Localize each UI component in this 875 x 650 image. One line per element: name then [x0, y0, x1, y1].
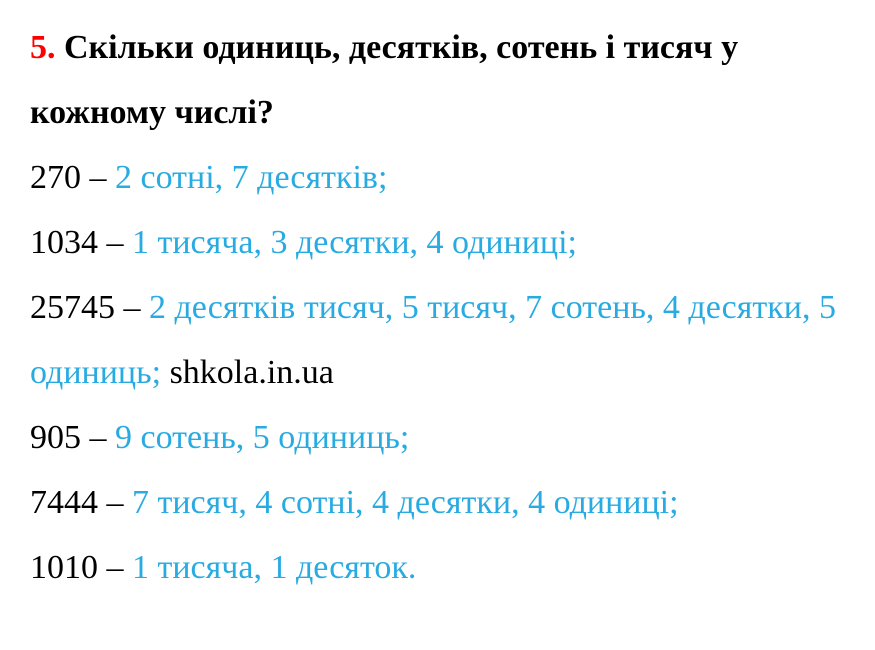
item-number: 1010 –: [30, 549, 124, 586]
item-number: 270 –: [30, 159, 107, 196]
item-answer: 1 тисяча, 1 десяток.: [132, 549, 417, 586]
item-answer: 9 сотень, 5 одиниць;: [115, 419, 410, 456]
item-answer: 2 сотні, 7 десятків;: [115, 159, 388, 196]
exercise-title: [30, 15, 847, 145]
exercise-item-1034: [30, 210, 847, 275]
watermark-text: shkola.in.ua: [169, 354, 334, 391]
item-answer: 7 тисяч, 4 сотні, 4 десятки, 4 одиниці;: [132, 484, 679, 521]
exercise-item-1010: [30, 535, 847, 600]
exercise-item-905: [30, 405, 847, 470]
exercise-number: 5.: [30, 29, 56, 66]
item-number: 905 –: [30, 419, 107, 456]
exercise-item-7444: [30, 470, 847, 535]
exercise-question: Скільки одиниць, десятків, сотень і тисяч у кожному числі?: [30, 29, 739, 131]
item-answer: 2 десятків тисяч, 5 тисяч, 7 сотень, 4 десятки, 5 одиниць;: [30, 289, 836, 391]
item-number: 1034 –: [30, 224, 124, 261]
exercise-item-25745: [30, 275, 847, 405]
item-answer: 1 тисяча, 3 десятки, 4 одиниці;: [132, 224, 578, 261]
item-number: 7444 –: [30, 484, 124, 521]
exercise-item-270: [30, 145, 847, 210]
item-number: 25745 –: [30, 289, 141, 326]
